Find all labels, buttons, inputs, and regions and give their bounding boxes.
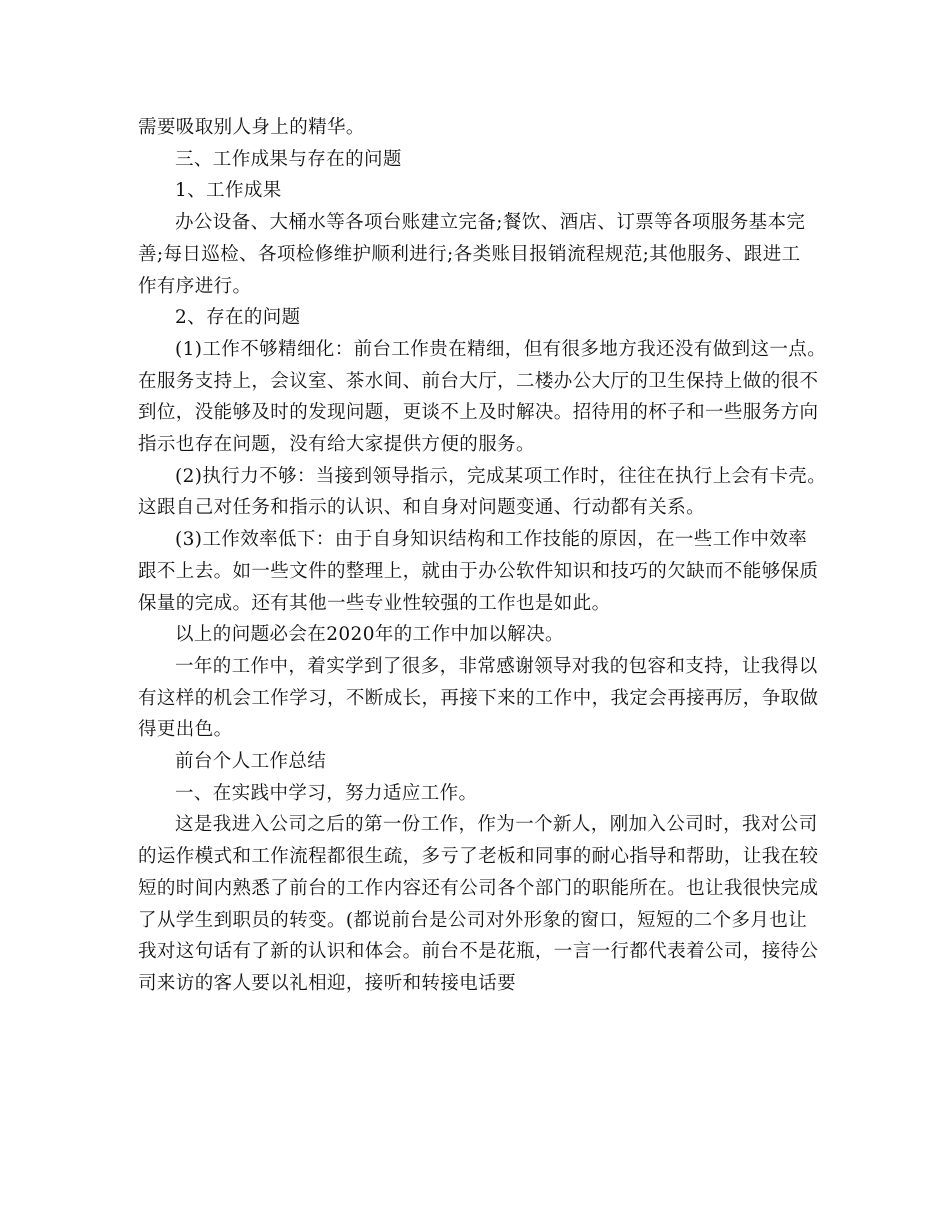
text-line: 这跟自己对任务和指示的认识、和自身对问题变通、行动都有关系。: [138, 497, 706, 519]
text-line: 指示也存在问题，没有给大家提供方便的服务。: [138, 434, 535, 456]
document-title: 前台个人工作总结: [175, 751, 327, 773]
text-line: (3)工作效率低下：由于自身知识结构和工作技能的原因，在一些工作中效率: [175, 529, 808, 551]
text-line: 保量的完成。还有其他一些专业性较强的工作也是如此。: [138, 592, 611, 614]
text-line: 一年的工作中，着实学到了很多，非常感谢领导对我的包容和支持，让我得以: [175, 655, 818, 677]
text-line: 了从学生到职员的转变。(都说前台是公司对外形象的窗口，短短的二个多月也让: [138, 909, 808, 931]
text-line: 需要吸取别人身上的精华。: [138, 117, 365, 138]
document-page: [138, 112, 827, 1000]
subsection-heading: 2、存在的问题: [175, 307, 301, 329]
text-line: 办公设备、大桶水等各项台账建立完备;餐饮、酒店、订票等各项服务基本完: [175, 212, 806, 234]
section-heading: 一、在实践中学习，努力适应工作。: [175, 782, 478, 804]
section-heading: 三、工作成果与存在的问题: [175, 148, 402, 170]
text-line: 司来访的客人要以礼相迎，接听和转接电话要: [138, 972, 517, 994]
text-line: (1)工作不够精细化：前台工作贵在精细，但有很多地方我还没有做到这一点。: [175, 338, 827, 360]
text-line: 我对这句话有了新的认识和体会。前台不是花瓶，一言一行都代表着公司，接待公: [138, 941, 819, 963]
text-line: 到位，没能够及时的发现问题，更谈不上及时解决。招待用的杯子和一些服务方向: [138, 402, 819, 424]
text-line: 有这样的机会工作学习，不断成长，再接下来的工作中，我定会再接再厉，争取做: [138, 687, 819, 709]
text-line: 在服务支持上，会议室、茶水间、前台大厅，二楼办公大厅的卫生保持上做的很不: [138, 370, 819, 392]
text-line: 以上的问题必会在2020年的工作中加以解决。: [175, 624, 564, 646]
text-line: 短的时间内熟悉了前台的工作内容还有公司各个部门的职能所在。也让我很快完成: [138, 877, 819, 899]
text-line: 得更出色。: [138, 719, 233, 741]
text-line: 作有序进行。: [138, 275, 252, 297]
text-line: (2)执行力不够：当接到领导指示，完成某项工作时，往往在执行上会有卡壳。: [175, 465, 827, 487]
subsection-heading: 1、工作成果: [175, 180, 282, 202]
text-line: 这是我进入公司之后的第一份工作，作为一个新人，刚加入公司时，我对公司: [175, 814, 818, 836]
text-line: 跟不上去。如一些文件的整理上，就由于办公软件知识和技巧的欠缺而不能够保质: [138, 560, 819, 582]
text-line: 的运作模式和工作流程都很生疏，多亏了老板和同事的耐心指导和帮助，让我在较: [138, 846, 819, 868]
text-line: 善;每日巡检、各项检修维护顺利进行;各类账目报销流程规范;其他服务、跟进工: [138, 243, 801, 265]
